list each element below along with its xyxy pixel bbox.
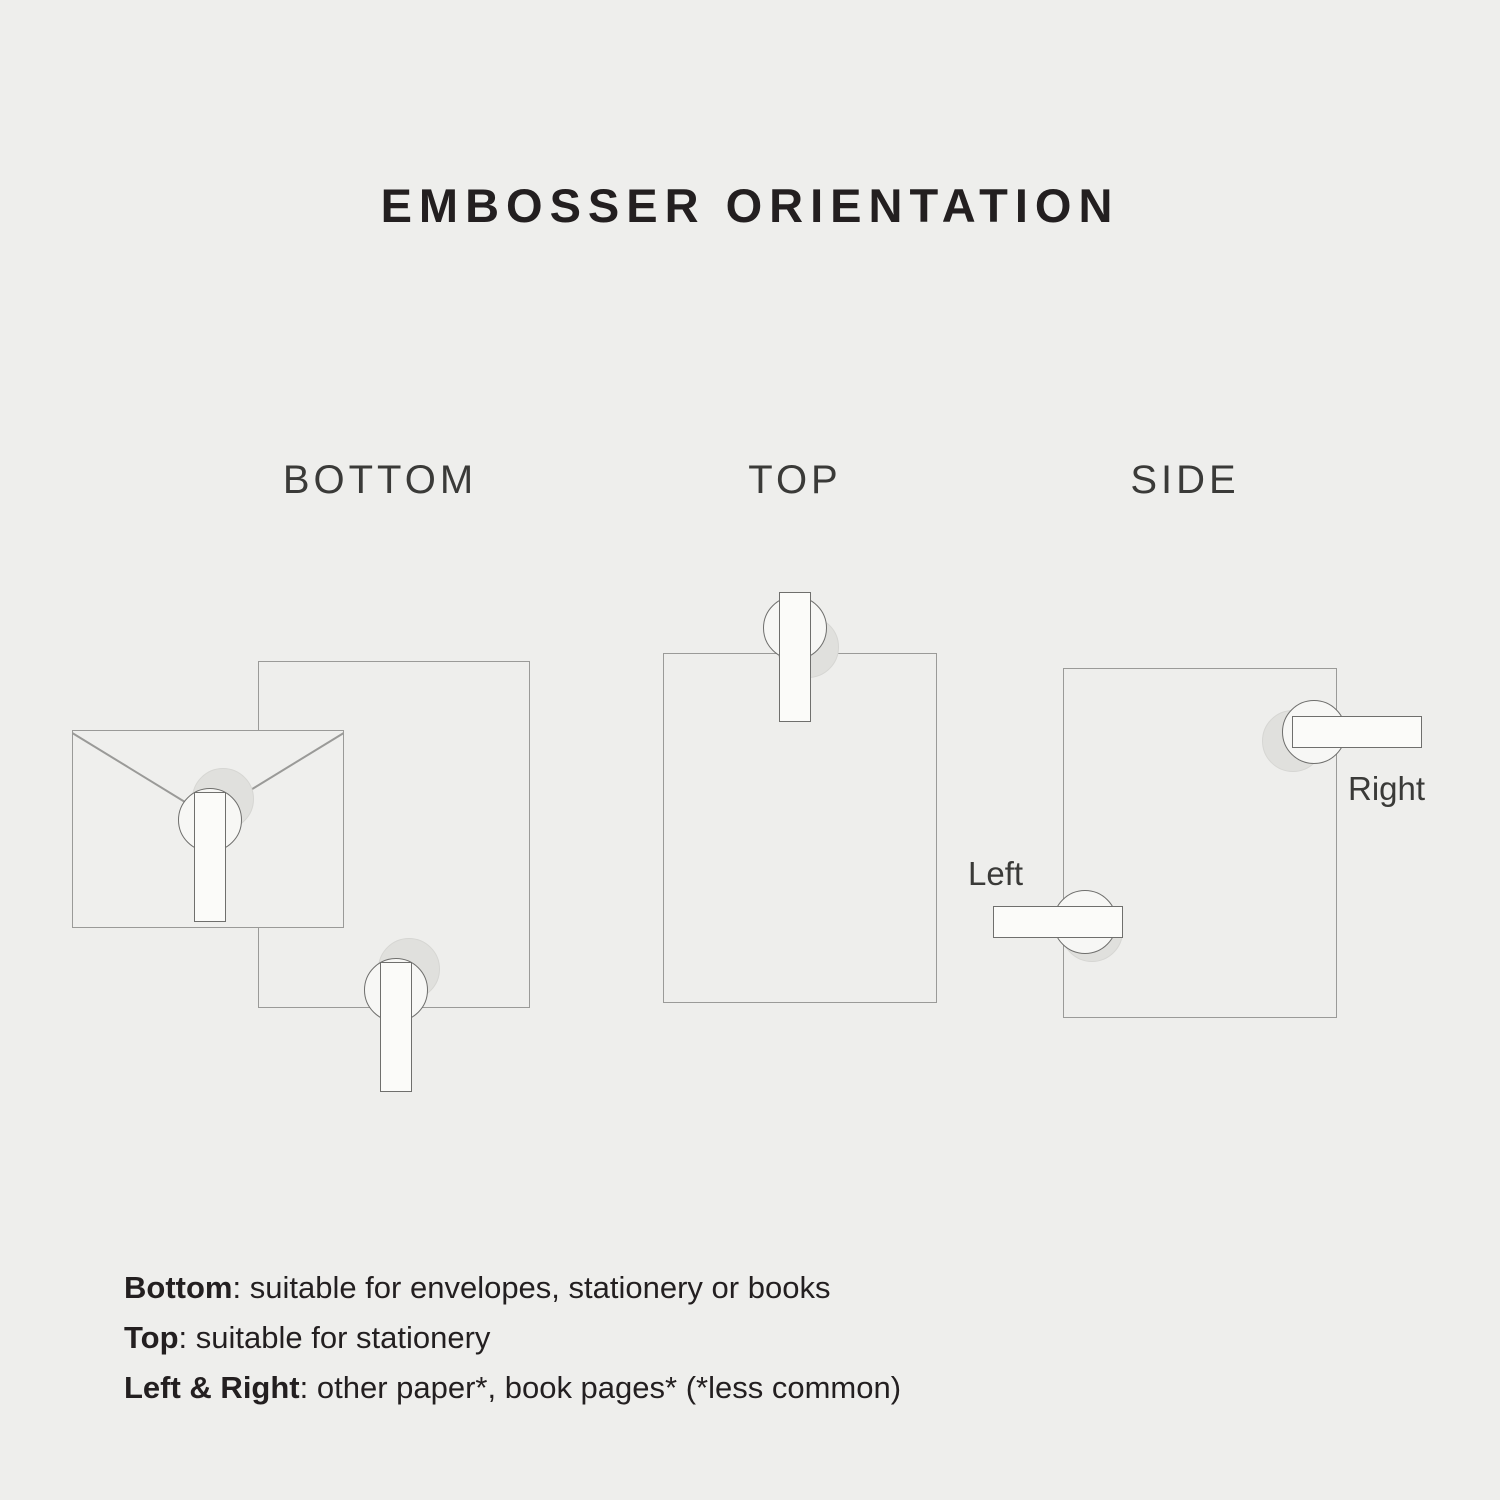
embosser-handle <box>779 592 811 722</box>
legend-row-left-right <box>124 1363 1384 1413</box>
embosser-side-left <box>993 890 1143 970</box>
embosser-bottom-paper <box>364 938 484 1078</box>
legend-sep: : <box>299 1370 317 1405</box>
embosser-side-right <box>1262 700 1412 780</box>
legend-sep: : <box>232 1270 250 1305</box>
page-title: EMBOSSER ORIENTATION <box>380 179 1120 232</box>
column-label-side: SIDE <box>1130 458 1240 502</box>
legend-row-top <box>124 1313 1384 1363</box>
embosser-top <box>763 596 883 736</box>
legend <box>124 1263 1384 1413</box>
embosser-handle <box>1292 716 1422 748</box>
legend-term-left-right: Left & Right <box>124 1370 300 1405</box>
legend-row-bottom <box>124 1263 1384 1313</box>
legend-text-top: suitable for stationery <box>195 1320 491 1355</box>
column-label-bottom: BOTTOM <box>282 458 478 502</box>
embosser-handle <box>380 962 412 1092</box>
legend-text-left-right: other paper*, book pages* (*less common) <box>316 1370 902 1405</box>
embosser-handle <box>194 792 226 922</box>
embosser-handle <box>993 906 1123 938</box>
side-note-right: Right <box>1348 770 1426 807</box>
side-note-left: Left <box>968 855 1024 892</box>
legend-term-top: Top <box>124 1320 179 1355</box>
legend-sep: : <box>178 1320 196 1355</box>
embosser-bottom-envelope <box>178 768 298 908</box>
column-label-top: TOP <box>748 458 842 502</box>
legend-text-bottom: suitable for envelopes, stationery or books <box>249 1270 831 1305</box>
legend-term-bottom: Bottom <box>124 1270 233 1305</box>
